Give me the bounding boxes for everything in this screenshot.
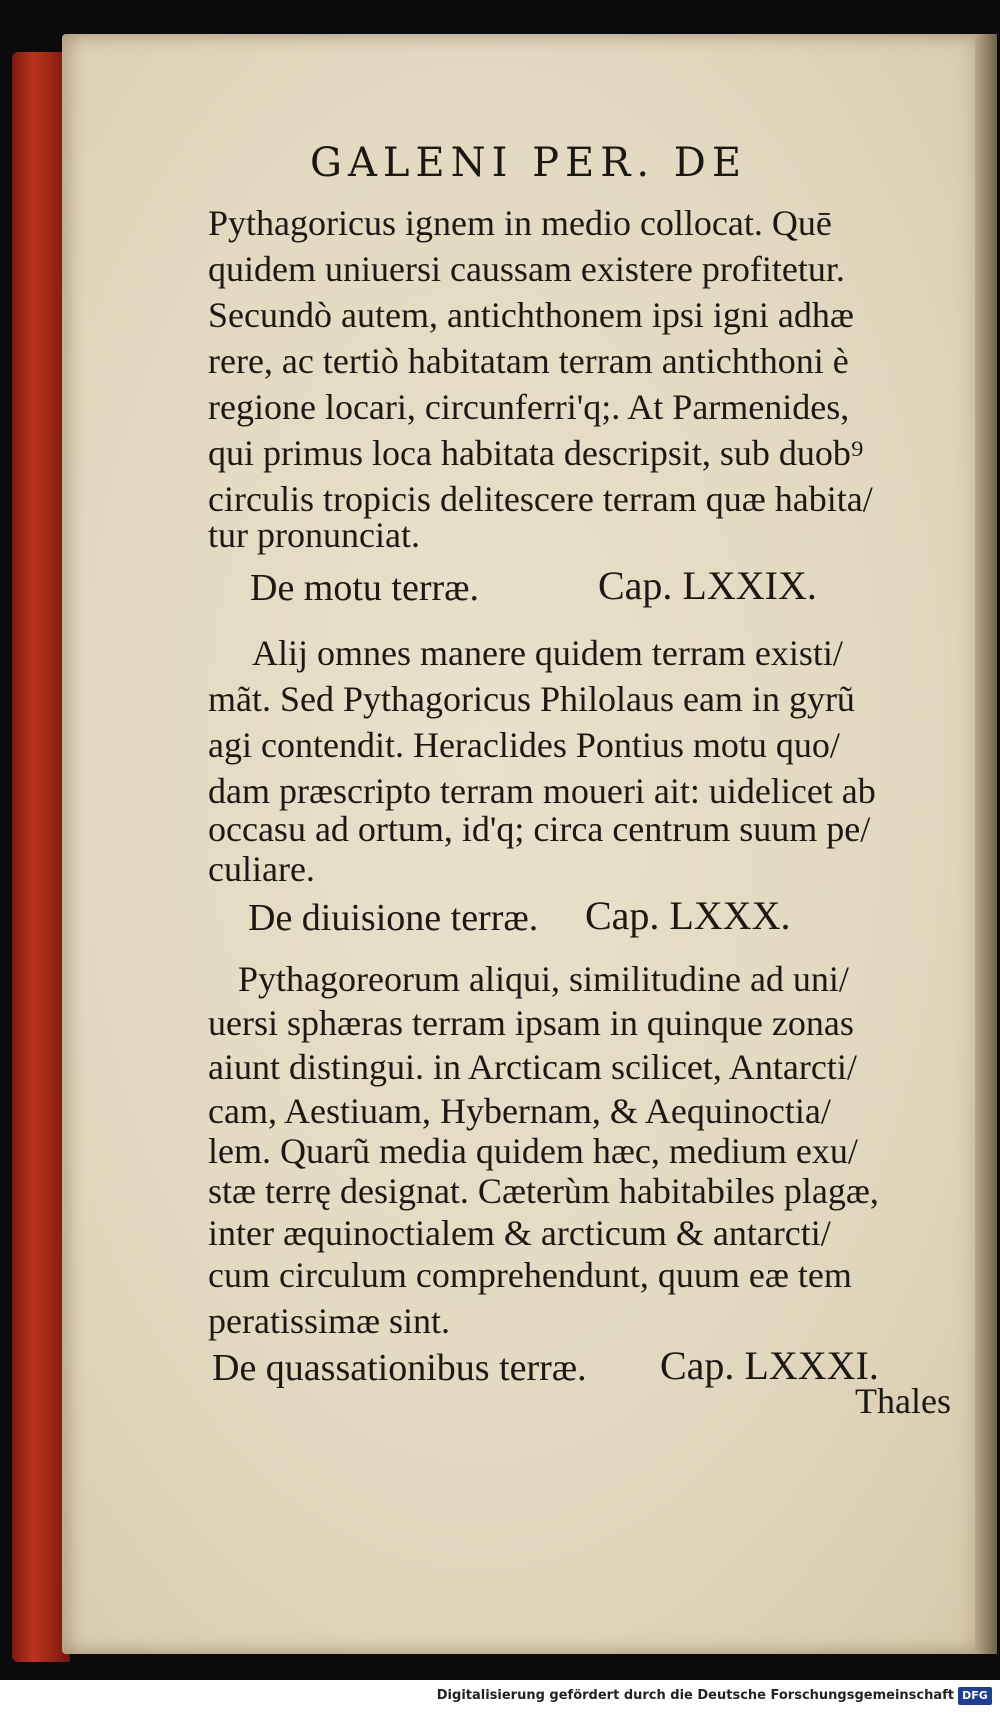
- text-line: dam præscripto terram moueri ait: uidelicet ab: [208, 771, 876, 811]
- text-line: qui primus loca habitata descripsit, sub duob⁹: [208, 433, 864, 473]
- text-line: rere, ac tertiò habitatam terram antichthoni è: [208, 341, 849, 381]
- catchword: Thales: [855, 1381, 951, 1421]
- chapter-title: De motu terræ.: [250, 567, 480, 609]
- text-line: cum circulum comprehendunt, quum eæ tem: [208, 1255, 852, 1295]
- text-line: culiare.: [208, 849, 315, 889]
- footer-bar: [0, 1680, 1000, 1714]
- page-gutter: [975, 34, 997, 1654]
- text-line: mãt. Sed Pythagoricus Philolaus eam in gyrũ: [208, 679, 855, 719]
- text-line: cam, Aestiuam, Hybernam, & Aequinoctia/: [208, 1091, 831, 1131]
- chapter-number: Cap. LXXX.: [585, 893, 791, 938]
- text-line: peratissimæ sint.: [208, 1301, 450, 1341]
- text-line: occasu ad ortum, id'q; circa centrum suum pe/: [208, 809, 871, 849]
- text-line: Secundò autem, antichthonem ipsi igni adhæ: [208, 295, 854, 335]
- chapter-number: Cap. LXXIX.: [598, 563, 817, 608]
- text-line: lem. Quarũ media quidem hæc, medium exu/: [208, 1131, 858, 1171]
- running-header: GALENI PER. DE: [310, 140, 748, 186]
- text-line: circulis tropicis delitescere terram quæ habita/: [208, 479, 873, 519]
- text-line: uersi sphæras terram ipsam in quinque zonas: [208, 1003, 854, 1043]
- text-line: inter æquinoctialem & arcticum & antarcti/: [208, 1213, 831, 1253]
- text-line: regione locari, circunferri'q;. At Parmenides,: [208, 387, 850, 427]
- chapter-title: De quassationibus terræ.: [212, 1347, 587, 1389]
- chapter-title: De diuisione terræ.: [248, 897, 539, 939]
- text-line: Pythagoreorum aliqui, similitudine ad uni/: [238, 959, 849, 999]
- text-line: agi contendit. Heraclides Pontius motu quo/: [208, 725, 840, 765]
- text-line: stæ terrę designat. Cæterùm habitabiles plagæ,: [208, 1171, 879, 1211]
- dfg-logo: DFG: [958, 1687, 992, 1705]
- text-line: Alij omnes manere quidem terram existi/: [252, 633, 843, 673]
- funding-notice: Digitalisierung gefördert durch die Deutsche Forschungsgemeinschaft: [436, 1688, 954, 1703]
- text-line: quidem uniuersi caussam existere profitetur.: [208, 249, 845, 289]
- text-line: Pythagoricus ignem in medio collocat. Quē: [208, 203, 832, 243]
- text-line: tur pronunciat.: [208, 515, 420, 555]
- text-line: aiunt distingui. in Arcticam scilicet, Antarcti/: [208, 1047, 857, 1087]
- chapter-number: Cap. LXXXI.: [660, 1343, 879, 1388]
